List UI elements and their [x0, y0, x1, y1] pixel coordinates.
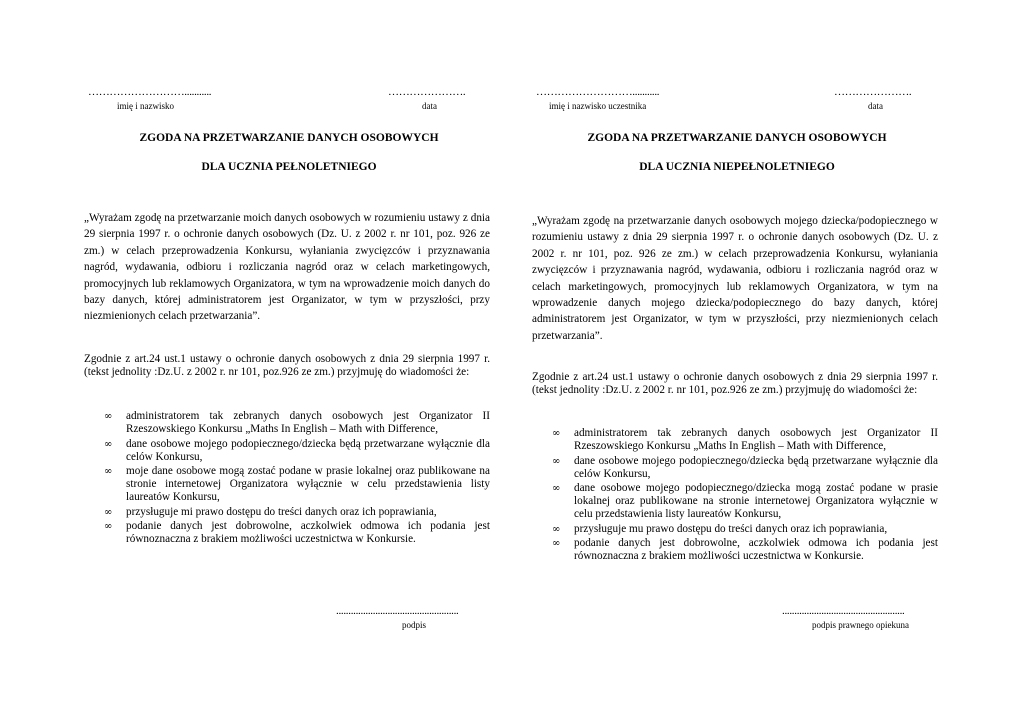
infinity-bullet-icon: ∞ — [552, 523, 561, 535]
consent-statement: „Wyrażam zgodę na przetwarzanie danych osobowych mojego dziecka/podopiecznego w rozumieniu ustawy z dnia 29 sierpnia 1997 r. o ochronie danych osobowych (Dz. U. z 2002 r. nr 101, poz. 926 ze zm.) w celach przeprowadzenia Konkursu, wyłaniania zwycięzców i przyznawania nagród, wydawania, odbioru i rozliczania nagród oraz w celach marketingowych, promocyjnych lub reklamowych Organizatora, w tym na wprowadzenie danych mojego dziecka/podopiecznego do bazy danych, której administratorem jest Organizator, w tym w przyszłości, przy niezmienionych celach przetwarzania”. — [532, 215, 938, 342]
list-item-text: moje dane osobowe mogą zostać podane w prasie lokalnej oraz publikowane na stronie internetowej Organizatora wyłącznie w celu przedstawienia listy laureatów Konkursu, — [126, 465, 490, 504]
date-dots-line: …………………. — [388, 86, 466, 98]
consent-statement: „Wyrażam zgodę na przetwarzanie moich danych osobowych w rozumieniu ustawy z dnia 29 sierpnia 1997 r. o ochronie danych osobowych (Dz. U. z 2002 r. nr 101, poz. 926 ze zm.) w celach przeprowadzenia Konkursu, wyłaniania zwycięzców i przyznawania nagród, wydawania, odbioru i rozliczania nagród oraz w celach marketingowych, promocyjnych lub reklamowych Organizatora, w tym na wprowadzenie moich danych do bazy danych, której administratorem jest Organizator, w tym w przyszłości, przy niezmienionych celach przetwarzania”. — [84, 212, 490, 323]
date-label: data — [868, 101, 883, 111]
signature-label: podpis — [402, 620, 427, 630]
list-item-text: dane osobowe mojego podopiecznego/dziecka będą przetwarzane wyłącznie dla celów Konkursu, — [126, 437, 490, 463]
form-title: ZGODA NA PRZETWARZANIE DANYCH OSOBOWYCH — [587, 132, 887, 144]
name-label: imię i nazwisko uczestnika — [549, 101, 647, 111]
list-item-text: dane osobowe mojego podopiecznego/dziecka będą przetwarzane wyłącznie dla celów Konkursu, — [574, 454, 938, 480]
infinity-bullet-icon: ∞ — [104, 506, 113, 518]
signature-label: podpis prawnego opiekuna — [812, 620, 909, 630]
name-dots-line: ………………………........... — [536, 86, 660, 98]
consent-form-minor — [532, 0, 942, 724]
consent-form-adult — [84, 0, 494, 724]
info-list — [104, 410, 490, 548]
form-subtitle: DLA UCZNIA PEŁNOLETNIEGO — [201, 161, 377, 173]
name-dots-line: ………………………........... — [88, 86, 212, 98]
list-item — [552, 523, 938, 536]
list-item-text: przysługuje mu prawo dostępu do treści danych oraz ich poprawiania, — [574, 522, 888, 535]
list-item — [552, 482, 938, 521]
form-subtitle: DLA UCZNIA NIEPEŁNOLETNIEGO — [639, 161, 835, 173]
infinity-bullet-icon: ∞ — [552, 455, 561, 467]
list-item — [552, 537, 938, 563]
law-intro: Zgodnie z art.24 ust.1 ustawy o ochronie danych osobowych z dnia 29 sierpnia 1997 r. (tekst jednolity :Dz.U. z 2002 r. nr 101, poz.926 ze zm.) przyjmuję do wiadomości że: — [532, 371, 938, 396]
infinity-bullet-icon: ∞ — [552, 428, 561, 439]
signature-dots-line: .................................................. — [336, 605, 459, 617]
infinity-bullet-icon: ∞ — [104, 411, 113, 422]
infinity-bullet-icon: ∞ — [552, 538, 561, 550]
infinity-bullet-icon: ∞ — [104, 466, 113, 478]
list-item-text: podanie danych jest dobrowolne, aczkolwiek odmowa ich podania jest równoznaczna z brakiem możliwości uczestnictwa w Konkursie. — [126, 520, 490, 546]
list-item — [104, 520, 490, 546]
law-intro: Zgodnie z art.24 ust.1 ustawy o ochronie danych osobowych z dnia 29 sierpnia 1997 r. (tekst jednolity :Dz.U. z 2002 r. nr 101, poz.926 ze zm.) przyjmuję do wiadomości że: — [84, 353, 490, 378]
signature-dots-line: .................................................. — [782, 605, 905, 617]
list-item-text: podanie danych jest dobrowolne, aczkolwiek odmowa ich podania jest równoznaczna z brakiem możliwości uczestnictwa w Konkursie. — [574, 537, 938, 563]
list-item — [552, 455, 938, 481]
infinity-bullet-icon: ∞ — [104, 438, 113, 450]
list-item — [104, 465, 490, 504]
form-title: ZGODA NA PRZETWARZANIE DANYCH OSOBOWYCH — [139, 132, 439, 144]
info-list — [552, 427, 938, 565]
date-dots-line: …………………. — [834, 86, 912, 98]
infinity-bullet-icon: ∞ — [104, 521, 113, 533]
list-item-text: administratorem tak zebranych danych osobowych jest Organizator II Rzeszowskiego Konkursu „Maths In English – Math with Difference, — [126, 410, 490, 435]
list-item — [552, 427, 938, 453]
list-item — [104, 506, 490, 519]
list-item — [104, 438, 490, 464]
list-item-text: administratorem tak zebranych danych osobowych jest Organizator II Rzeszowskiego Konkursu „Maths In English – Math with Difference, — [574, 427, 938, 452]
list-item — [104, 410, 490, 436]
name-label: imię i nazwisko — [117, 101, 174, 111]
list-item-text: dane osobowe mojego podopiecznego/dziecka mogą zostać podane w prasie lokalnej oraz publikowane na stronie internetowej Organizatora wyłącznie w celu przedstawienia listy laureatów Konkursu, — [574, 482, 938, 521]
infinity-bullet-icon: ∞ — [552, 483, 561, 495]
date-label: data — [422, 101, 437, 111]
list-item-text: przysługuje mi prawo dostępu do treści danych oraz ich poprawiania, — [126, 505, 437, 518]
